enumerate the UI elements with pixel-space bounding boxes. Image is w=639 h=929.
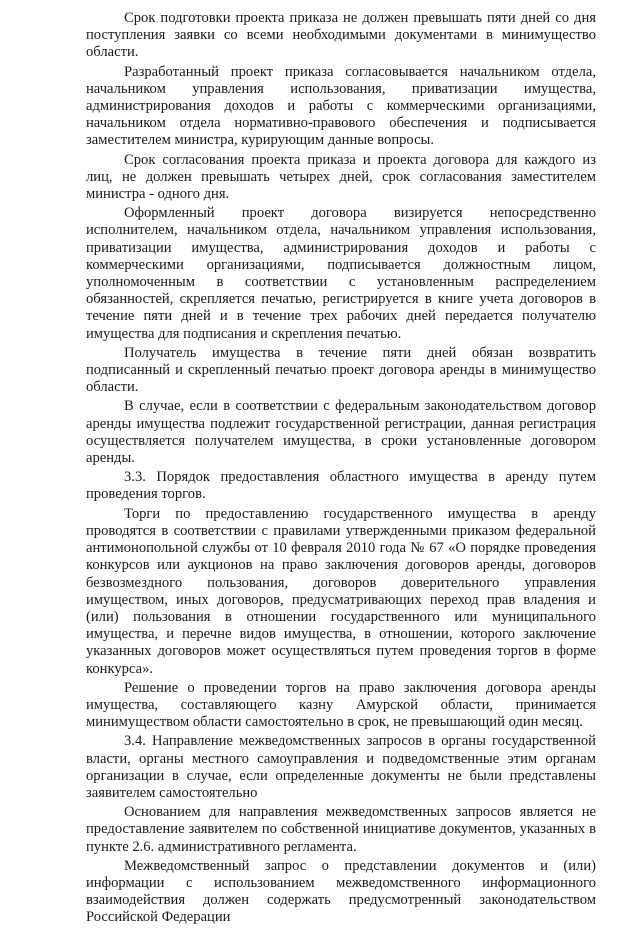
paragraph-approval-deadline: Срок согласования проекта приказа и проекта договора для каждого из лиц, не должен превышать четырех дней, срок согласования заместителем министра - одного дня. xyxy=(86,151,596,203)
paragraph-request-content: Межведомственный запрос о представлении документов и (или) информации с использованием межведомственного информационного взаимодействия должен содержать предусмотренный законодательством Российской Федерации xyxy=(86,857,596,926)
section-heading-3-4: 3.4. Направление межведомственных запросов в органы государственной власти, органы местного самоуправления и подведомственные этим органам организации в случае, если определенные документы не были представлены заявителем самостоятельно xyxy=(86,733,596,801)
paragraph-auction-decision: Решение о проведении торгов на право заключения договора аренды имущества, составляющего казну Амурской области, принимается минимуществом области самостоятельно в срок, не превышающий один месяц. xyxy=(86,679,596,731)
paragraph-recipient-return: Получатель имущества в течение пяти дней обязан возвратить подписанный и скрепленный печатью проект договора аренды в минимущество области. xyxy=(86,344,596,396)
paragraph-order-approval: Разработанный проект приказа согласовывается начальником отдела, начальником управления использования, приватизации имущества, администрирования доходов и работы с коммерческими организациями, начальником отдела нормативно-правового обеспечения и подписывается заместителем министра, курирующим данные вопросы. xyxy=(86,63,596,149)
paragraph-auction-rules: Торги по предоставлению государственного имущества в аренду проводятся в соответствии с правилами утвержденными приказом федеральной антимонопольной службы от 10 февраля 2010 года № 67 «О порядке проведения конкурсов или аукционов на право заключения договоров аренды, договоров безвозмездного пользования, договоров доверительного управления имуществом, иных договоров, предусматривающих переход прав владения и (или) пользования в отношении государственного или муниципального имущества, и перечне видов имущества, в отношении, которого заключение указанных договоров может осуществляться путем проведения торгов в форме конкурса». xyxy=(86,505,596,677)
paragraph-state-registration: В случае, если в соответствии с федеральным законодательством договор аренды имущества подлежит государственной регистрации, данная регистрация осуществляется получателем имущества, в сроки установленные договором аренды. xyxy=(86,398,596,467)
paragraph-request-basis: Основанием для направления межведомственных запросов является не предоставление заявителем по собственной инициативе документов, указанных в пункте 2.6. административного регламента. xyxy=(86,804,596,855)
paragraph-deadline-draft-order: Срок подготовки проекта приказа не должен превышать пяти дней со дня поступления заявки со всеми необходимыми документами в минимущество области. xyxy=(86,10,596,61)
section-heading-3-3: 3.3. Порядок предоставления областного имущества в аренду путем проведения торгов. xyxy=(86,469,596,503)
paragraph-contract-endorsement: Оформленный проект договора визируется непосредственно исполнителем, начальником отдела, начальником управления использования, приватизации имущества, администрирования доходов и работы с коммерческими организациями, подписывается должностным лицом, уполномоченным в соответствии с установленным распределением обязанностей, скрепляется печатью, регистрируется в книге учета договоров в течение пяти дней и в течение трех рабочих дней передается получателю имущества для подписания и скрепления печатью. xyxy=(86,205,596,342)
document-page xyxy=(86,10,596,929)
